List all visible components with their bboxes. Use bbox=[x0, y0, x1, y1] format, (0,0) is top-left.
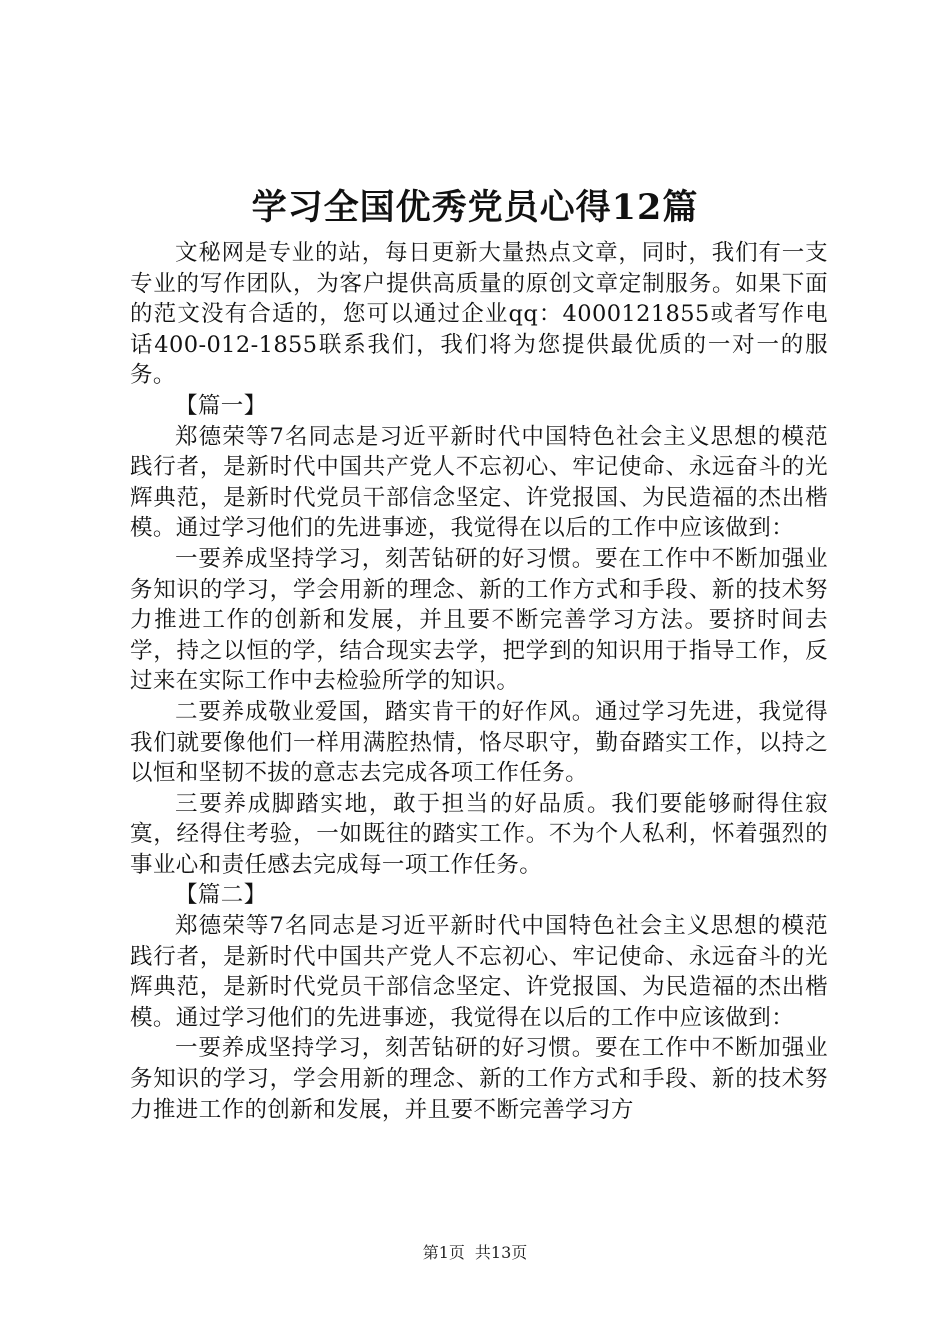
body-paragraph: 三要养成脚踏实地，敢于担当的好品质。我们要能够耐得住寂寞，经得住考验，一如既往的踏实工作。不为个人私利，怀着强烈的事业心和责任感去完成每一项工作任务。 bbox=[130, 790, 828, 878]
intro-paragraph: 文秘网是专业的站，每日更新大量热点文章，同时，我们有一支专业的写作团队，为客户提供高质量的原创文章定制服务。如果下面的范文没有合适的，您可以通过企业qq：4000121855或者写作电话400-012-1855联系我们，我们将为您提供最优质的一对一的服务。 bbox=[130, 240, 828, 389]
body-paragraph: 一要养成坚持学习，刻苦钻研的好习惯。要在工作中不断加强业务知识的学习，学会用新的理念、新的工作方式和手段、新的技术努力推进工作的创新和发展，并且要不断完善学习方 bbox=[130, 1035, 828, 1123]
body-paragraph: 郑德荣等7名同志是习近平新时代中国特色社会主义思想的模范践行者，是新时代中国共产党人不忘初心、牢记使命、永远奋斗的光辉典范，是新时代党员干部信念坚定、许党报国、为民造福的杰出楷模。通过学习他们的先进事迹，我觉得在以后的工作中应该做到： bbox=[130, 423, 828, 542]
page-number: 第1页 bbox=[422, 1243, 465, 1262]
section-heading-2: 【篇二】 bbox=[175, 882, 267, 909]
body-paragraph: 一要养成坚持学习，刻苦钻研的好习惯。要在工作中不断加强业务知识的学习，学会用新的理念、新的工作方式和手段、新的技术努力推进工作的创新和发展，并且要不断完善学习方法。要挤时间去学，持之以恒的学，结合现实去学，把学到的知识用于指导工作，反过来在实际工作中去检验所学的知识。 bbox=[130, 545, 828, 695]
page-total: 共13页 bbox=[474, 1243, 528, 1262]
body-paragraph: 郑德荣等7名同志是习近平新时代中国特色社会主义思想的模范践行者，是新时代中国共产党人不忘初心、牢记使命、永远奋斗的光辉典范，是新时代党员干部信念坚定、许党报国、为民造福的杰出楷模。通过学习他们的先进事迹，我觉得在以后的工作中应该做到： bbox=[130, 913, 828, 1031]
document-title: 学习全国优秀党员心得12篇 bbox=[251, 187, 699, 228]
body-paragraph: 二要养成敬业爱国，踏实肯干的好作风。通过学习先进，我觉得我们就要像他们一样用满腔热情，恪尽职守，勤奋踏实工作，以持之以恒和坚韧不拔的意志去完成各项工作任务。 bbox=[130, 698, 828, 787]
document-body bbox=[130, 238, 828, 1125]
section-heading-1: 【篇一】 bbox=[175, 392, 267, 419]
page-footer bbox=[0, 1241, 950, 1265]
